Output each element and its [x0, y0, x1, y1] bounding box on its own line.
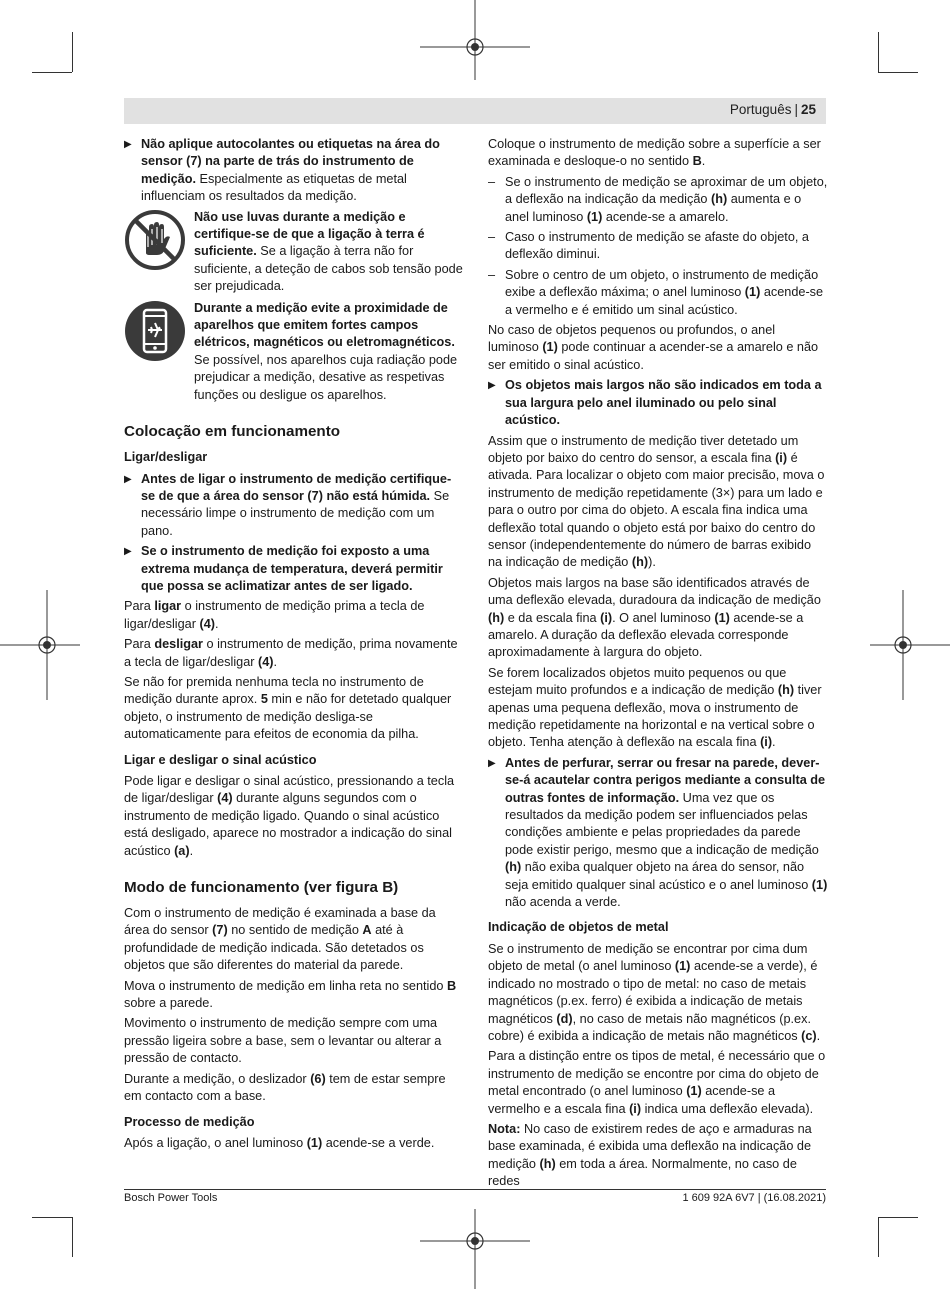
- section-heading: Colocação em funcionamento: [124, 423, 341, 441]
- left-column: [124, 136, 464, 1155]
- dash-list-item: – Sobre o centro de um objeto, o instrumento de medição exibe a deflexão máxima; o anel luminoso (1) acende-se a vermelho e é emitido um sinal acústico.: [488, 267, 824, 317]
- subsection-heading: Indicação de objetos de metal: [488, 920, 669, 935]
- paragraph: Se o instrumento de medição se encontrar por cima dum objeto de metal (o anel luminoso (1) acende-se a verde), é indicado no mostrado o tipo de metal: no caso de metais magnéticos (p.ex. ferro) é exibida a indicação de metais magnéticos (d), no caso de metais não magnéticos (p.ex. cobre) é exibida a indicação de metais não magnéticos (c).: [488, 941, 821, 1043]
- registration-mark-left: [0, 590, 80, 700]
- footer-doc-id: 1 609 92A 6V7 | (16.08.2021): [682, 1192, 826, 1204]
- paragraph: Coloque o instrumento de medição sobre a superfície a ser examinada e desloque-o no sentido B.: [488, 137, 821, 169]
- paragraph: No caso de objetos pequenos ou profundos, o anel luminoso (1) pode continuar a acender-se a amarelo e não ser emitido o sinal acústico.: [488, 323, 819, 372]
- crop-mark: [878, 1217, 879, 1257]
- paragraph: Objetos mais largos na base são identificados através de uma deflexão elevada, duradoura da indicação de medição (h) e da escala fina (i). O anel luminoso (1) acende-se a amarelo. A duração da deflexão elevada corresponde aproximadamente à largura do objeto.: [488, 575, 821, 660]
- crop-mark: [32, 72, 72, 73]
- paragraph: Para desligar o instrumento de medição, prima novamente a tecla de ligar/desligar (4).: [124, 637, 458, 669]
- section-heading: Modo de funcionamento (ver figura B): [124, 879, 399, 897]
- subsection-heading: Ligar/desligar: [124, 450, 208, 465]
- phone-warning: Durante a medição evite a proximidade de aparelhos que emitem fortes campos elétricos, magnéticos ou eletromagnéticos. Se possível, nos aparelhos cuja radiação pode prejudicar a medição, desative as respetivas funções ou desligue os aparelhos.: [124, 300, 464, 404]
- crop-mark: [72, 1217, 73, 1257]
- safety-bullet: ▶ Não aplique autocolantes ou etiquetas na área do sensor (7) na parte de trás do instrumento de medição. Especialmente as etiquetas de metal influenciam os resultados da medição.: [124, 137, 440, 204]
- footer-rule: [124, 1189, 826, 1190]
- paragraph: Assim que o instrumento de medição tiver detetado um objeto por baixo do centro do sensor, a escala fina (i) é ativada. Para localizar o objeto com maior precisão, mova o instrumento de medição repetidamente (3×) para um lado e para o outro por cima do objeto. A escala fina indica uma deflexão total quando o objeto está por baixo do centro do sensor (independentemente do número de barras exibido na indicação de medição (h)).: [488, 433, 825, 570]
- gloves-warning: Não use luvas durante a medição e certifique-se de que a ligação à terra é suficiente. Se a ligação à terra não for suficiente, a deteção de cabos sob tensão pode ser prejudicada.: [124, 209, 464, 296]
- triangle-bullet-icon: ▶: [488, 757, 496, 769]
- dash-list-item: – Se o instrumento de medição se aproximar de um objeto, a deflexão na indicação da medição (h) aumenta e o anel luminoso (1) acende-se a amarelo.: [488, 174, 828, 224]
- paragraph: Pode ligar e desligar o sinal acústico, pressionando a tecla de ligar/desligar (4) durante alguns segundos com o instrumento de medição ligado. Quando o sinal acústico está desligado, aparece no mostrador a indicação do sinal acústico (a).: [124, 774, 455, 858]
- paragraph: Movimento o instrumento de medição sempre com uma pressão ligeira sobre a base, sem o levantar ou alterar a pressão de contacto.: [124, 1016, 442, 1066]
- subsection-heading: Processo de medição: [124, 1114, 255, 1129]
- safety-bullet: ▶ Antes de perfurar, serrar ou fresar na parede, dever-se-á acautelar contra perigos mediante a consulta de outras fontes de informação. Uma vez que os resultados da medição podem ser influenciados pelas condições ambiente e pelas propriedades da parede pode existir perigo, mesmo que a indicação de medição (h) não exiba qualquer objeto na área do sensor, não seja emitido qualquer sinal acústico e o anel luminoso (1) não acenda a verde.: [488, 755, 828, 910]
- header-language: Português: [729, 102, 792, 117]
- triangle-bullet-icon: ▶: [488, 380, 496, 392]
- footer-brand: Bosch Power Tools: [124, 1192, 218, 1204]
- safety-bullet: ▶ Os objetos mais largos não são indicados em toda a sua largura pelo anel iluminado ou pelo sinal acústico.: [488, 378, 822, 428]
- dash-list-item: – Caso o instrumento de medição se afaste do objeto, a deflexão diminui.: [488, 230, 809, 262]
- crop-mark: [878, 1217, 918, 1218]
- triangle-bullet-icon: ▶: [124, 139, 132, 150]
- crop-mark: [878, 32, 879, 72]
- paragraph: Para ligar o instrumento de medição prima a tecla de ligar/desligar (4).: [124, 599, 425, 631]
- paragraph: Durante a medição, o deslizador (6) tem de estar sempre em contacto com a base.: [124, 1071, 446, 1104]
- registration-mark-top: [420, 0, 530, 80]
- subsection-heading: Ligar e desligar o sinal acústico: [124, 752, 317, 767]
- paragraph: Se não for premida nenhuma tecla no instrumento de medição durante aprox. 5 min e não for detetado qualquer objeto, o instrumento de medição desliga-se automaticamente para efeitos de economia da pilha.: [124, 674, 452, 742]
- no-mobile-phone-icon: [124, 300, 186, 362]
- header-separator: |: [794, 102, 798, 117]
- crop-mark: [878, 72, 918, 73]
- triangle-bullet-icon: ▶: [124, 546, 132, 558]
- safety-bullet: ▶ Se o instrumento de medição foi exposto a uma extrema mudança de temperatura, deverá permitir que possa se aclimatizar antes de ser ligado.: [124, 544, 443, 593]
- paragraph: Com o instrumento de medição é examinada a base da área do sensor (7) no sentido de medição A até à profundidade de medição indicada. São detetados os objetos que são diferentes do material da parede.: [124, 906, 436, 973]
- page-header: [124, 98, 826, 124]
- paragraph: Para a distinção entre os tipos de metal, é necessário que o instrumento de medição se encontre por cima do objeto de metal encontrado (o anel luminoso (1) acende-se a vermelho e a escala fina (i) indica uma deflexão elevada).: [488, 1049, 826, 1116]
- paragraph: Após a ligação, o anel luminoso (1) acende-se a verde.: [124, 1135, 435, 1150]
- crop-mark: [32, 1217, 72, 1218]
- registration-mark-right: [870, 590, 950, 700]
- safety-bullet: ▶ Antes de ligar o instrumento de medição certifique-se de que a área do sensor (7) não está húmida. Se necessário limpe o instrumento de medição com um pano.: [124, 471, 452, 538]
- crop-mark: [72, 32, 73, 72]
- registration-mark-bottom: [420, 1209, 530, 1289]
- page-number: 25: [800, 102, 816, 117]
- paragraph: Mova o instrumento de medição em linha reta no sentido B sobre a parede.: [124, 978, 457, 1011]
- triangle-bullet-icon: ▶: [124, 473, 132, 485]
- right-column: [488, 136, 828, 1194]
- paragraph: Se forem localizados objetos muito pequenos ou que estejam muito profundos e a indicação de medição (h) tiver apenas uma pequena deflexão, mova o instrumento de medição repetidamente na horizontal e na vertical sobre o objeto. Tenha atenção à deflexão na escala fina (i).: [488, 665, 822, 750]
- no-gloves-icon: [124, 209, 186, 271]
- paragraph: Nota: No caso de existirem redes de aço e armaduras na base examinada, é exibida uma deflexão na indicação de medição (h) em toda a área. Normalmente, no caso de redes: [488, 1121, 812, 1189]
